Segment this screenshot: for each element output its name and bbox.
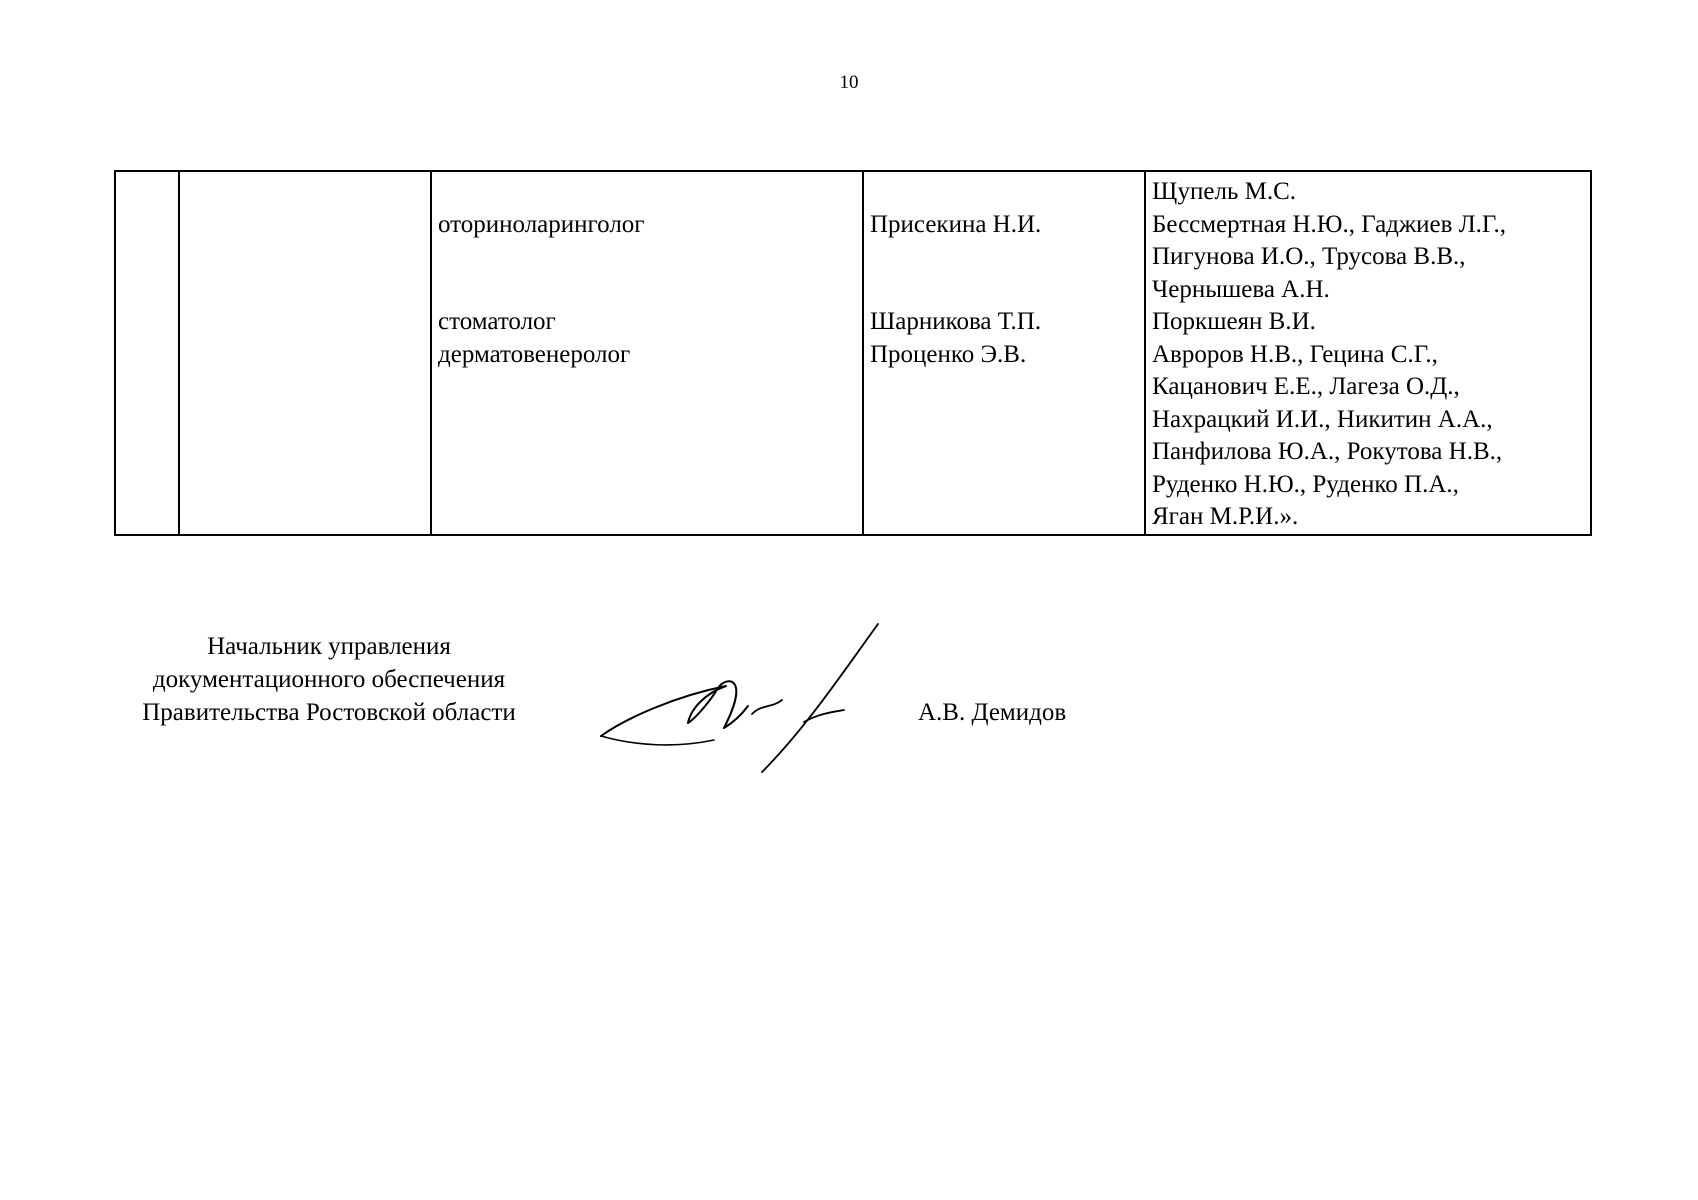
signatory-title-line: документационного обеспечения xyxy=(152,666,506,693)
signatory-title-line: Начальник управления xyxy=(207,633,451,660)
member-line: Бессмертная Н.Ю., Гаджиев Л.Г., xyxy=(1152,210,1507,238)
member-line: Яган М.Р.И.». xyxy=(1152,503,1299,530)
member-line: Чернышева А.Н. xyxy=(1152,275,1330,303)
member-line: Поркшеян В.И. xyxy=(1152,308,1316,335)
member-line: Кацанович Е.Е., Лагеза О.Д., xyxy=(1152,373,1460,400)
signer-name: А.В. Демидов xyxy=(918,699,1067,726)
specialty-item: оториноларинголог xyxy=(438,210,645,238)
chief-name: Присекина Н.И. xyxy=(870,210,1042,238)
member-line: Нахрацкий И.И., Никитин А.А., xyxy=(1152,405,1493,433)
page-number: 10 xyxy=(839,72,859,93)
handwritten-signature xyxy=(596,618,886,778)
member-line: Руденко Н.Ю., Руденко П.А., xyxy=(1152,470,1459,498)
signatory-title xyxy=(114,630,544,729)
row-number-cell xyxy=(115,171,179,535)
members-cell xyxy=(1145,171,1591,535)
organization-cell xyxy=(179,171,431,535)
member-line: Авроров Н.В., Гецина С.Г., xyxy=(1152,340,1438,368)
member-line: Щупель М.С. xyxy=(1152,178,1297,205)
chief-specialist-cell xyxy=(863,171,1145,535)
chief-name: Шарникова Т.П. xyxy=(870,308,1042,335)
table-row xyxy=(115,171,1591,535)
chief-name: Проценко Э.В. xyxy=(870,340,1027,368)
signatory-title-line: Правительства Ростовской области xyxy=(142,699,516,726)
specialty-cell xyxy=(431,171,863,535)
member-line: Пигунова И.О., Трусова В.В., xyxy=(1152,243,1466,270)
member-line: Панфилова Ю.А., Рокутова Н.В., xyxy=(1152,438,1503,465)
commission-table xyxy=(114,170,1592,536)
specialty-item: стоматолог xyxy=(438,308,556,335)
specialty-item: дерматовенеролог xyxy=(438,340,631,368)
